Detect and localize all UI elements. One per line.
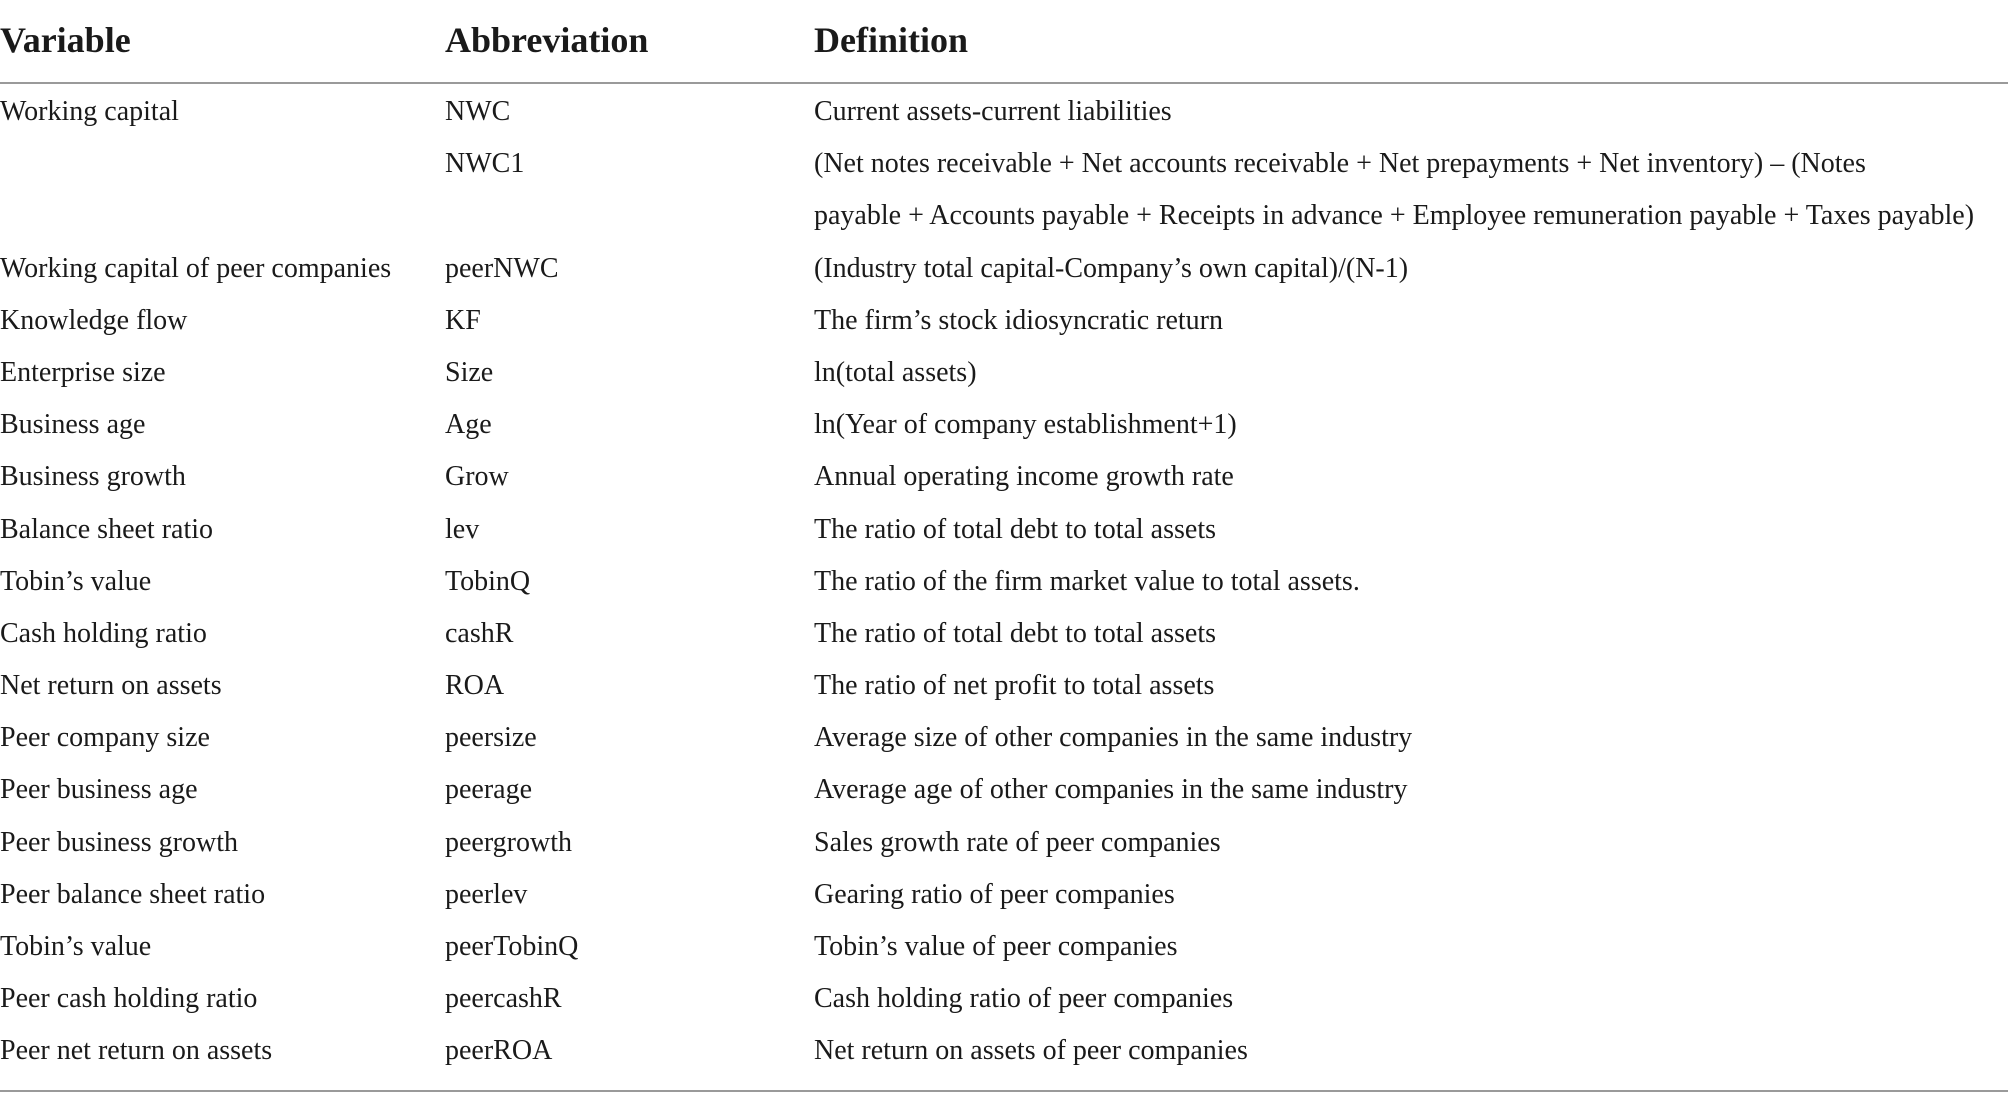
cell-variable: Peer balance sheet ratio (0, 878, 266, 910)
table-row (0, 921, 2008, 973)
cell-definition: The ratio of the firm market value to total assets. (814, 565, 1360, 597)
cell-variable: Peer cash holding ratio (0, 983, 258, 1015)
cell-abbreviation: Age (445, 409, 492, 441)
table-row (0, 608, 2008, 660)
cell-definition: Current assets-current liabilities (814, 96, 1172, 127)
cell-abbreviation: TobinQ (445, 565, 531, 597)
cell-definition: Annual operating income growth rate (814, 461, 1234, 493)
cell-definition: ln(total assets) (814, 356, 977, 388)
cell-abbreviation: peerNWC (445, 252, 559, 284)
cell-definition: payable + Accounts payable + Receipts in advance + Employee remuneration payable + Taxes payable) (814, 200, 1975, 232)
cell-definition: ln(Year of company establishment+1) (814, 409, 1237, 441)
cell-variable: Enterprise size (0, 356, 166, 388)
cell-definition: Gearing ratio of peer companies (814, 878, 1175, 910)
cell-variable: Peer business growth (0, 826, 238, 858)
table-row (0, 138, 2008, 190)
cell-variable: Tobin’s value (0, 931, 152, 962)
cell-abbreviation: peerTobinQ (445, 931, 579, 962)
cell-definition: Cash holding ratio of peer companies (814, 983, 1234, 1015)
cell-definition: The firm’s stock idiosyncratic return (814, 304, 1223, 336)
cell-variable: Balance sheet ratio (0, 513, 214, 545)
cell-definition: (Industry total capital-Company’s own capital)/(N-1) (814, 252, 1409, 284)
header-definition: Definition (814, 20, 969, 60)
cell-variable: Knowledge flow (0, 304, 188, 336)
table-row (0, 451, 2008, 503)
table-row (0, 1025, 2008, 1077)
table-body (0, 84, 2008, 1078)
cell-variable: Peer business age (0, 774, 198, 806)
cell-abbreviation: NWC1 (445, 148, 525, 180)
table-row (0, 712, 2008, 764)
cell-abbreviation: peerage (445, 774, 533, 806)
cell-definition: Average size of other companies in the same industry (814, 722, 1413, 754)
table-row (0, 869, 2008, 921)
cell-abbreviation: peercashR (445, 983, 562, 1015)
table-row (0, 347, 2008, 399)
cell-variable: Tobin’s value (0, 565, 152, 597)
table-row (0, 817, 2008, 869)
cell-definition: Sales growth rate of peer companies (814, 826, 1221, 858)
table-row (0, 973, 2008, 1025)
cell-variable: Working capital (0, 96, 179, 127)
cell-definition: Net return on assets of peer companies (814, 1035, 1248, 1067)
cell-abbreviation: Grow (445, 461, 509, 493)
table-row (0, 190, 2008, 242)
table-row (0, 86, 2008, 138)
cell-variable: Business growth (0, 461, 186, 493)
table-row (0, 243, 2008, 295)
cell-abbreviation: peersize (445, 722, 537, 754)
cell-definition: The ratio of net profit to total assets (814, 670, 1215, 702)
cell-definition: Tobin’s value of peer companies (814, 931, 1178, 962)
table-row (0, 556, 2008, 608)
cell-abbreviation: NWC (445, 96, 511, 127)
cell-abbreviation: peerlev (445, 878, 528, 910)
cell-variable: Cash holding ratio (0, 617, 207, 649)
header-abbreviation: Abbreviation (445, 20, 649, 60)
cell-abbreviation: KF (445, 304, 481, 336)
cell-variable: Business age (0, 409, 146, 441)
cell-definition: (Net notes receivable + Net accounts receivable + Net prepayments + Net inventory) – (Notes (814, 148, 1866, 180)
cell-variable: Working capital of peer companies (0, 252, 392, 284)
table-row (0, 764, 2008, 816)
cell-abbreviation: Size (445, 356, 494, 388)
table-row (0, 295, 2008, 347)
table-row (0, 660, 2008, 712)
cell-abbreviation: lev (445, 513, 480, 545)
header-variable: Variable (0, 20, 131, 60)
cell-variable: Peer net return on assets (0, 1035, 273, 1067)
cell-definition: The ratio of total debt to total assets (814, 617, 1217, 649)
cell-variable: Peer company size (0, 722, 210, 754)
table-header-row (0, 0, 2008, 84)
cell-variable: Net return on assets (0, 670, 222, 702)
cell-abbreviation: peerROA (445, 1035, 553, 1067)
cell-definition: Average age of other companies in the same industry (814, 774, 1408, 806)
table-row (0, 504, 2008, 556)
table-bottom-rule (0, 1090, 2008, 1092)
cell-abbreviation: ROA (445, 670, 505, 702)
cell-abbreviation: cashR (445, 617, 514, 649)
cell-abbreviation: peergrowth (445, 826, 572, 858)
cell-definition: The ratio of total debt to total assets (814, 513, 1217, 545)
table-row (0, 399, 2008, 451)
